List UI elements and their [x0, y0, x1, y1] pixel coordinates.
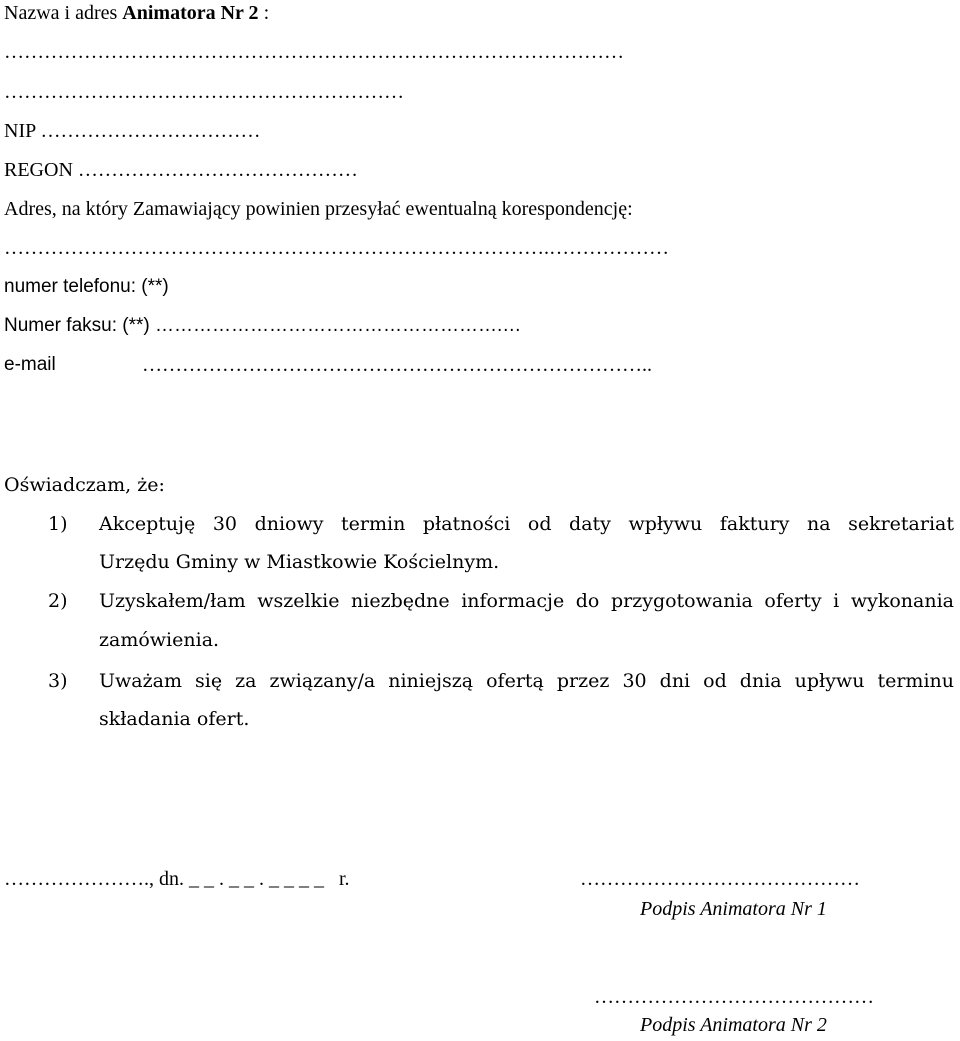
email-dots: ………………………………………………………………….. — [142, 354, 652, 376]
phone-field: numer telefonu: (**) — [4, 276, 169, 297]
name-address-label — [4, 1, 269, 25]
item-number: 3) — [48, 670, 68, 692]
item-3-line-1: Uważam się za związany/a niniejszą ofertą przez 30 dni od dnia upływu terminu — [99, 670, 954, 692]
animator-name: Animatora Nr 2 — [122, 2, 259, 24]
item-2-line-1: Uzyskałem/łam wszelkie niezbędne informacje do przygotowania oferty i wykonania — [99, 590, 954, 612]
correspondence-label: Adres, na który Zamawiający powinien przesyłać ewentualną korespondencję: — [4, 198, 633, 220]
signature-label-2: Podpis Animatora Nr 2 — [640, 1014, 827, 1036]
declaration-intro: Oświadczam, że: — [4, 474, 165, 496]
signature-dots-2: …………………………………… — [594, 986, 874, 1008]
name-address-prefix: Nazwa i adres — [4, 2, 123, 24]
regon-field: REGON …………………………………… — [4, 159, 358, 181]
signature-dots-1: …………………………………… — [580, 868, 860, 890]
name-address-suffix: : — [258, 2, 270, 24]
item-2-line-2: zamówienia. — [99, 629, 220, 651]
item-1-line-2: Urzędu Gminy w Miastkowie Kościelnym. — [99, 551, 500, 573]
dots-line-2: …………………………………………………… — [4, 81, 404, 103]
item-1-line-1: Akceptuję 30 dniowy termin płatności od daty wpływu faktury na sekretariat — [99, 513, 954, 535]
dots-line-1: ………………………………………………………………………………… — [4, 41, 624, 63]
item-3-line-2: składania ofert. — [99, 708, 250, 730]
item-number: 2) — [48, 590, 68, 612]
signature-label-1: Podpis Animatora Nr 1 — [640, 898, 827, 920]
nip-field: NIP …………………………… — [4, 120, 261, 142]
fax-field: Numer faksu: (**) ……………………………………………….… — [4, 315, 522, 336]
item-number: 1) — [48, 513, 68, 535]
email-label: e-mail — [4, 354, 56, 375]
place-date-field: …………………., dn. _ _ . _ _ . _ _ _ _ r. — [4, 868, 350, 890]
dots-line-3: ……………………………………………………………………….……………… — [4, 237, 669, 259]
